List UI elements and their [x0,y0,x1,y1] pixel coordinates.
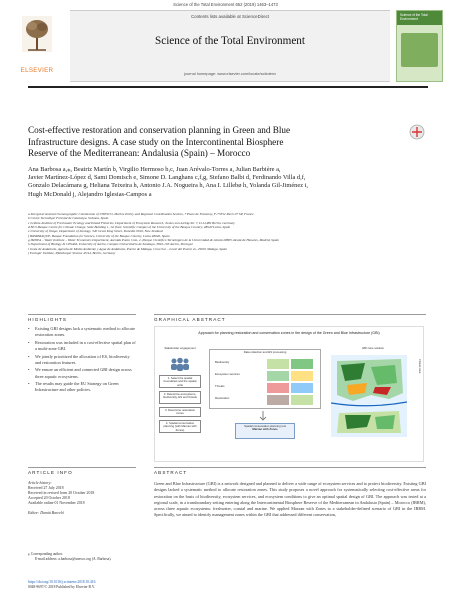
journal-banner [70,10,390,82]
abstract-text: Green and Blue Infrastructure (GBI) is a network designed and planned to deliver a wide range of ecosystem services and to protect biodiversity. Existing GBI designs lacked a systematic method to allocate restoration zones. This study proposes a novel approach for systematically selecting cost-effective areas for restoration on the basis of biodiversity, ecosystem services, and ecosystem conditions to give an optimal spatial design of GBI. The approach was tested at a regional scale, in a transboundary setting entering along the Intercontinental Biosphere Reserve of the Mediterranean in Andalusia (Spain) – Morocco (IBRM), across three aquatic ecosystems: freshwater, coastal and marine. We applied Marxan with Zones to a stakeholder-defined scenario of GBI in the IBRM. Specifically, we aimed to identify management zones within the GBI that addressed different conservation, [154,481,426,518]
graphical-abstract-heading: GRAPHICAL ABSTRACT [154,317,226,322]
author-line[interactable]: Ana Barbosa a,⁎, Beatriz Martín b, Virgilio Hermoso b,c, Juan Arévalo-Torres a, Julian Barbière a, [28,166,281,173]
highlight-item: • The results may guide the EU Strategy on Green Infrastructure and other policies. [28,381,119,393]
ga-step-2: 2. Determine ecosystems, biodiversity, ES and threats [159,391,201,404]
affiliation: h Department of Biology & CESAM, University of Aveiro, Campus Universitário de Santiago, 3810-193 Aveiro, Portugal [28,242,193,247]
issn-line: 0048-9697/© 2018 Published by Elsevier B.V. [28,584,95,589]
people-icon [169,357,191,371]
highlight-item: • Existing GBI designs lack a systematic method to allocate restoration zones. [28,326,135,338]
graphical-abstract-figure[interactable] [154,326,424,462]
graphical-abstract-rule [154,314,426,315]
ga-gbi-map [331,355,407,437]
header-rule [28,86,428,88]
doi-block [28,580,328,589]
ga-step-4: 4. Spatial conservation planning (with Marxan with Zones) [159,420,201,433]
corresponding-author-label: Corresponding author. [30,552,63,556]
ga-marxan-label: Marxan with Zones [252,427,278,432]
elsevier-logo [8,10,66,82]
footnote [28,552,228,561]
bullet-icon: • [28,353,30,359]
affiliation: b Centre Tecnològic Forestal de Catalunya, Solsona, Spain [28,216,109,221]
ga-planning-tool [235,423,295,439]
ga-legend [409,359,421,373]
affiliation: i Junta de Andalucía, Agencia de Medio Ambiente y Agua de Andalucía, Puerto de Málaga, Cono Sur – Local del Puerto sn, 29001 Málaga, Spain [28,246,228,251]
doi-link[interactable]: https://doi.org/10.1016/j.scitotenv.2018.10.416 [28,580,96,584]
author-line[interactable]: Javier Martínez-López d, Sami Domisch e, Simone D. Langhans c,f,g, Stefano Balbi d, Ferdinando Villa d,f, [28,174,306,182]
history-entry: Available online 01 November 2018 [28,501,85,506]
journal-header [8,10,443,82]
journal-homepage-link[interactable]: journal homepage: www.elsevier.com/locate/scitotenv [183,71,277,76]
ga-es-label: Ecosystem services [215,372,240,376]
journal-title: Science of the Total Environment [155,35,305,47]
affiliation: j Ecologic Institute, Pfalzburger Strasse 43/44, Berlin, Germany [28,251,116,256]
highlights-list [28,326,136,395]
elsevier-tree-icon [22,16,52,52]
cover-image [401,33,438,67]
affiliations [28,212,428,255]
affiliation: e University of Otago, Department of Zoology, 340 Great King Street, Dunedin 9016, New Zealand [28,229,163,234]
article-info-rule [28,467,136,468]
affiliation: g IMDEA – Water Institute – Water Economics Department, Avenida Punto Com, 2, Parque Científico Tecnológico de la Universidad de Alcalá 28805 Alcalá de Henares, Madrid, Spain [28,238,280,243]
article-history-label: Article history: [28,481,52,485]
bullet-icon: • [28,339,30,345]
abstract-rule [154,467,426,468]
ga-legend-item: Critical zone [418,359,421,374]
journal-citation: Science of the Total Environment 652 (2019) 1463–1473 [173,2,278,7]
editor-line: Editor: Damià Barceló [28,511,64,516]
history-entry: Accepted 20 October 2018 [28,496,70,501]
ga-restoration-label: Restoration [215,396,230,400]
contents-line[interactable]: Contents lists available at ScienceDirect [190,14,270,19]
bullet-icon: • [28,367,30,373]
author-list [28,166,428,199]
title-line: Infrastructure designs. A case study on the Intercontinental Biosphere [28,136,284,147]
bullet-icon: • [28,381,30,387]
cover-title: Science of the Total Environment [400,13,428,21]
history-entry: Received in revised form 20 October 2018 [28,491,95,496]
author-line[interactable]: Gonzalo Delacámara g, Heliana Teixeira h, Antonio J.A. Nogueira h, Ana I. Lillebø h, Yolanda Gil-Jiménez i, [28,182,309,190]
ga-mini-maps [265,357,317,407]
ga-step-3: 3. Determine restoration zones [159,407,201,417]
journal-cover-thumbnail [396,10,443,82]
history-entry: Received 27 July 2018 [28,486,64,491]
highlights-heading: HIGHLIGHTS [28,317,68,322]
title-line: Cost-effective restoration and conservation planning in Green and Blue [28,125,291,135]
ga-solution-label: GBI zone solution [361,346,385,350]
ga-stakeholder-label: Stakeholder engagement [164,346,196,350]
affiliation: f IKERBASQUE, Basque Foundation for Science, University of the Basque Country, Leioa 48940, Spain [28,233,170,238]
highlight-item: • We jointly prioritized the allocation of ES, biodiversity and restoration features. [28,353,130,365]
highlights-rule [28,314,136,315]
article-title [28,125,398,160]
article-info-heading: ARTICLE INFO [28,470,73,475]
title-line: Reserve of the Mediterranean: Andalusia (Spain) – Morocco [28,148,251,159]
ga-flow-arrows [203,411,323,421]
footnote-marker: ⁎ [28,552,30,556]
elsevier-wordmark: ELSEVIER [20,67,54,74]
highlight-item: • We ensure an efficient and connected GBI design across three aquatic ecosystems. [28,367,132,379]
ga-data-heading: Data collection and ES processing [243,350,287,354]
ga-title: Approach for planning restoration and conservation zones in the design of the Green and Blue Infrastructure (GBI) [198,331,380,335]
affiliation: c Leibniz-Institute of Freshwater Ecology and Inland Fisheries, Department of Ecosystem Research, Justus-von-Liebig-Str. 7, D-12489 Berlin, Germany [28,220,235,225]
article-info [28,481,136,517]
ga-planning-tool-label: Spatial conservation planning tool [244,424,286,428]
bullet-icon: • [28,326,30,331]
ga-threats-label: Threats [215,384,225,388]
affiliation: d BC3-Basque Centre for Climate Change, Sede Building 1, 1st floor, Scientific Campus of the University of the Basque Country, 48940 Leioa, Spain [28,225,231,230]
crossmark-icon[interactable] [409,124,425,140]
ga-step-1: 1. Select the spatial boundaries and the spatial units [159,375,201,388]
affiliation: a Intergovernmental Oceanographic Commission of UNESCO, Marine Policy and Regional Coordination Section, 7 Place de Fontenoy, F-75352 Paris 07 SP, France [28,212,254,216]
author-line[interactable]: Hugh McDonald j, Alejandro Iglesias-Campos a [28,190,152,198]
ga-biodiversity-label: Biodiversity [215,360,230,364]
highlight-item: • Restoration was included in a cost-effective spatial plan of a multi-zone GBI. [28,339,136,352]
email-line[interactable]: E-mail address: a.barbosa@unesco.org (A. Barbosa). [35,556,112,561]
abstract-heading: ABSTRACT [154,470,188,475]
